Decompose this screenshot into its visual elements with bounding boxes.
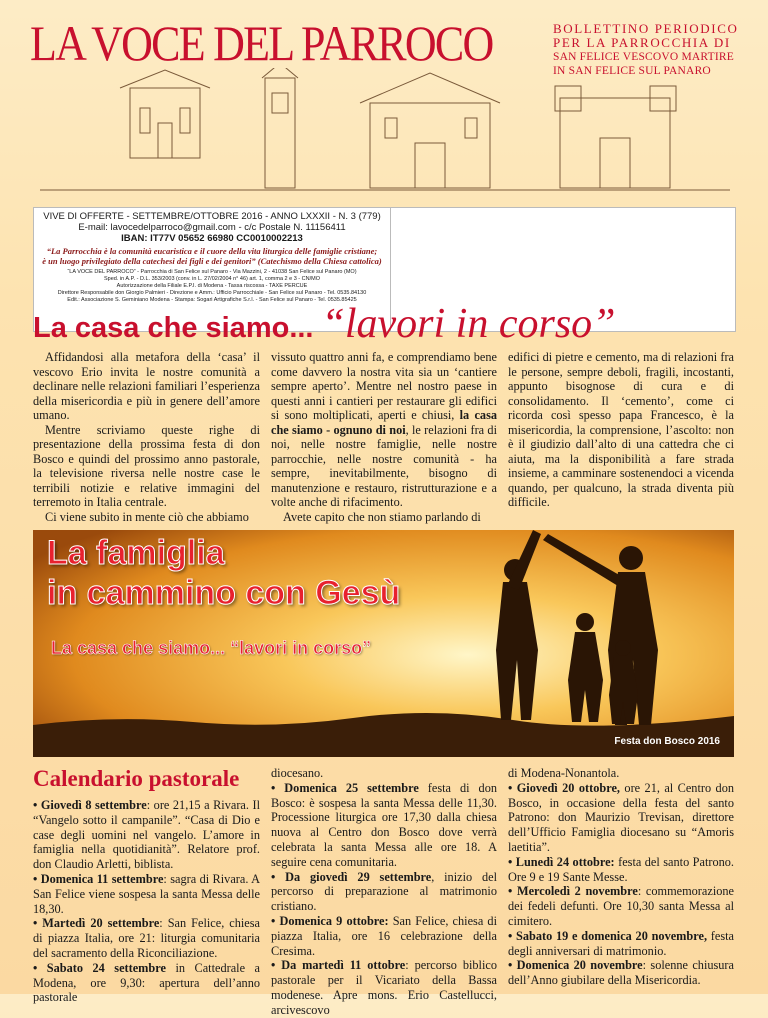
calendar-entry-text: , inizio del percorso di preparazione al matrimonio cristiano.: [271, 869, 498, 914]
article-column-2: [271, 350, 497, 524]
headline-part-2: “lavori in corso”: [321, 301, 616, 347]
banner-title-line-1: La famiglia: [47, 534, 225, 572]
calendar-entry-date: • Da martedì 11 ottobre: [271, 958, 406, 973]
article-headline: [33, 300, 616, 348]
article-paragraph: Avete capito che non stiamo parlando di: [283, 509, 481, 524]
calendar-entry-text: di Modena-Nonantola.: [508, 766, 620, 780]
calendar-entry-text: San Felice, chiesa di piazza Italia, ore 16 celebrazione della Cresima.: [271, 913, 497, 958]
detail-line-3: Autorizzazione della Filiale E.P.I. di Modena - Tassa riscossa - TAXE PERCUE: [116, 283, 308, 289]
banner-title-line-2: in cammino con Gesù: [47, 574, 401, 612]
article-paragraph: [271, 350, 497, 510]
calendar-entry: [508, 766, 734, 781]
calendar-entry-text: festa degli anniversari di matrimonio.: [508, 928, 735, 958]
banner-subtitle: La casa che siamo... “lavori in corso”: [51, 638, 372, 658]
detail-line-4: Direttore Responsabile don Giorgio Palmieri - Direzione e Amm.: Ufficio Parrocchiale - San Felice sul Panaro - Tel. 0535.84130: [57, 290, 367, 296]
banner-caption: Festa don Bosco 2016: [614, 736, 720, 747]
calendar-entry-date: • Sabato 24 settembre: [33, 960, 166, 975]
motto-line-2: è un luogo privilegiato della catechesi dei figli e dei genitori” (Catechismo della Chiesa cattolica): [42, 256, 382, 266]
headline-part-1: La casa che siamo...: [33, 312, 314, 344]
calendar-entry-date: • Domenica 9 ottobre:: [271, 913, 389, 928]
calendar-column-1: [33, 798, 260, 1005]
article-paragraph: Affidandosi alla metafora della ‘casa’ il vescovo Erio invita le nostre comunità a declinare nelle relazioni familiari l’esperienza della misericordia e più in genere dell’amore umano.: [33, 350, 260, 422]
calendar-entry-text: : percorso biblico pastorale per il Vicariato della Bassa modenese. Apre mons. Erio Castellucci, arcivescovo: [271, 958, 497, 1017]
calendar-entry-date: • Giovedì 20 ottobre,: [508, 780, 620, 795]
banner-image: [33, 530, 734, 757]
calendar-entry: [508, 958, 734, 988]
calendar-entry: [33, 872, 260, 916]
calendar-entry-text: diocesano.: [271, 766, 324, 780]
issue-line: VIVE DI OFFERTE - SETTEMBRE/OTTOBRE 2016 - ANNO LXXXII - N. 3 (779): [43, 211, 381, 222]
calendar-entry-date: • Sabato 19 e domenica 20 novembre,: [508, 928, 708, 943]
calendar-title: Calendario pastorale: [33, 766, 240, 791]
sub-line-4: IN SAN FELICE SUL PANARO: [553, 65, 711, 77]
calendar-entry-date: • Domenica 11 settembre: [33, 871, 164, 886]
calendar-entry-text: in Cattedrale a Modena, ore 9,30: apertura dell’anno pastorale: [33, 960, 260, 1005]
calendar-entry-date: • Domenica 20 novembre: [508, 958, 643, 973]
article-paragraph: Ci viene subito in mente ciò che abbiamo: [45, 509, 249, 524]
calendar-entry: [271, 781, 497, 870]
article-column-3: [508, 350, 734, 544]
publication-details: [34, 269, 390, 304]
calendar-entry-date: • Da giovedì 29 settembre: [271, 869, 432, 884]
calendar-entry-text: ore 21, al Centro don Bosco, in occasione della festa del santo Patrono: don Maurizio Trevisan, direttore dell’Ufficio Famiglia diocesano su “Amoris laetitia”.: [508, 780, 734, 854]
sub-line-2: PER LA PARROCCHIA DI: [553, 35, 731, 50]
iban-line: IBAN: IT77V 05652 66980 CC0010002213: [121, 233, 303, 244]
calendar-entry: [271, 870, 497, 914]
calendar-column-3: [508, 766, 734, 988]
calendar-entry: [271, 766, 497, 781]
calendar-entry-text: : ore 21,15 a Rivara. Il “Vangelo sotto il campanile”. “Casa di Dio e case degli uomini nel vangelo. L’amore in famiglia nella quotidianità”. Relatore prof. don Claudio Arletti, biblista.: [33, 798, 260, 872]
calendar-entry-date: • Martedì 20 settembre: [33, 916, 160, 931]
calendar-entry-text: festa del santo Patrono. Ore 9 e 19 Sante Messe.: [508, 854, 734, 884]
calendar-column-2: [271, 766, 497, 1018]
calendar-entry: [271, 914, 497, 958]
calendar-entry: [33, 916, 260, 960]
calendar-entry-text: : sagra di Rivara. A San Felice viene sospesa la santa Messa delle 18,30.: [33, 871, 261, 916]
article-bold-text: la casa che siamo - ognuno di noi: [271, 408, 498, 437]
calendar-entry-text: : commemorazione dei fedeli defunti. Ore 10,30 santa Messa al cimitero.: [508, 884, 734, 928]
sub-line-3: SAN FELICE VESCOVO MARTIRE: [553, 51, 734, 63]
calendar-entry-date: • Lunedì 24 ottobre:: [508, 854, 615, 869]
detail-line-2: Sped. in A.P. - D.L. 353/2003 (conv. in L. 27/02/2004 n° 46) art. 1, comma 2 e 3 - CN/MO: [103, 276, 320, 282]
calendar-entry: [508, 855, 734, 885]
article-text: vissuto quattro anni fa, e comprendiamo bene come davvero la nostra vita sia un ‘cantiere sempre aperto’. Mentre nel nostro paese in questi anni i cantieri per restaurare gli edifici si sono moltiplicati, aperti e chiusi,: [271, 350, 497, 422]
calendar-entry: [33, 961, 260, 1005]
email-line: E-mail: lavocedelparroco@gmail.com - c/c Postale N. 11156411: [78, 222, 346, 233]
calendar-entry-text: : solenne chiusura dell’Anno giubilare della Misericordia.: [508, 958, 734, 988]
calendar-entry-text: : San Felice, chiesa di piazza Italia, ore 21: liturgia comunitaria del sacramento della Riconciliazione.: [33, 916, 260, 960]
detail-line-5: Edit.: Associazione S. Geminiano Modena - Stampa: Sogari Artigrafiche S.r.l. - San Felice sul Panaro - Tel. 0535.85425: [67, 297, 357, 303]
calendar-entry-date: • Domenica 25 settembre: [271, 780, 419, 795]
article-paragraph: edifici di pietre e cemento, ma di relazioni fra le persone, sempre deboli, fragili, incostanti, appunto bisognose di cura e di consolidamento. Il ‘cemento’, come ci ricorda così spesso papa Francesco, è la misericordia, la comprensione, l’ascolto: non è il giudizio dall’alto di una cattedra che ci aiuta, ma la disponibilità a fare strada insieme, a camminare sostenendoci a vicenda quando, per qualcuno, la strada diventa più difficile.: [508, 350, 734, 509]
motto: [34, 246, 390, 266]
detail-line-1: “LA VOCE DEL PARROCO” - Parrocchia di San Felice sul Panaro - Via Mazzini, 2 - 41038 San Felice sul Panaro (MO): [67, 269, 357, 275]
article-column-1: [33, 350, 260, 524]
calendar-entry: [508, 884, 734, 928]
sub-line-1: BOLLETTINO PERIODICO: [553, 21, 739, 36]
calendar-entry-text: festa di don Bosco: è sospesa la santa Messa delle 11,30. Processione liturgica ore 17,30 dalla chiesa nuova al Centro don Bosco dove verrà celebrata la santa Messa alle ore 18. A seguire cena comunitaria.: [271, 780, 497, 869]
motto-line-1: “La Parrocchia è la comunità eucaristica e il cuore della vita liturgica delle famiglie cristiane;: [46, 246, 378, 256]
town-illustration: [40, 68, 730, 203]
calendar-entry-date: • Giovedì 8 settembre: [33, 798, 147, 812]
calendar-entry: [508, 929, 734, 959]
masthead-title: LA VOCE DEL PARROCO: [30, 15, 493, 71]
calendar-entry: [508, 781, 734, 855]
calendar-entry-date: • Mercoledì 2 novembre: [508, 884, 638, 899]
calendar-entry: [33, 798, 260, 872]
article-text: , le relazioni fra di noi, nelle nostre famiglie, nelle nostre parrocchie, nelle nostre comunità - ha sempre, inevitabilmente, bisogno di manutenzione e restauro, ristrutturazione e a volte anche di rifacimento.: [271, 422, 497, 509]
calendar-entry: [271, 958, 497, 1017]
article-paragraph: Mentre scriviamo queste righe di presentazione della prossima festa di don Bosco e quindi del prossimo anno pastorale, la televisione riversa nelle nostre case le terribili notizie e relative immagini del terremoto in Italia centrale.: [33, 422, 260, 509]
